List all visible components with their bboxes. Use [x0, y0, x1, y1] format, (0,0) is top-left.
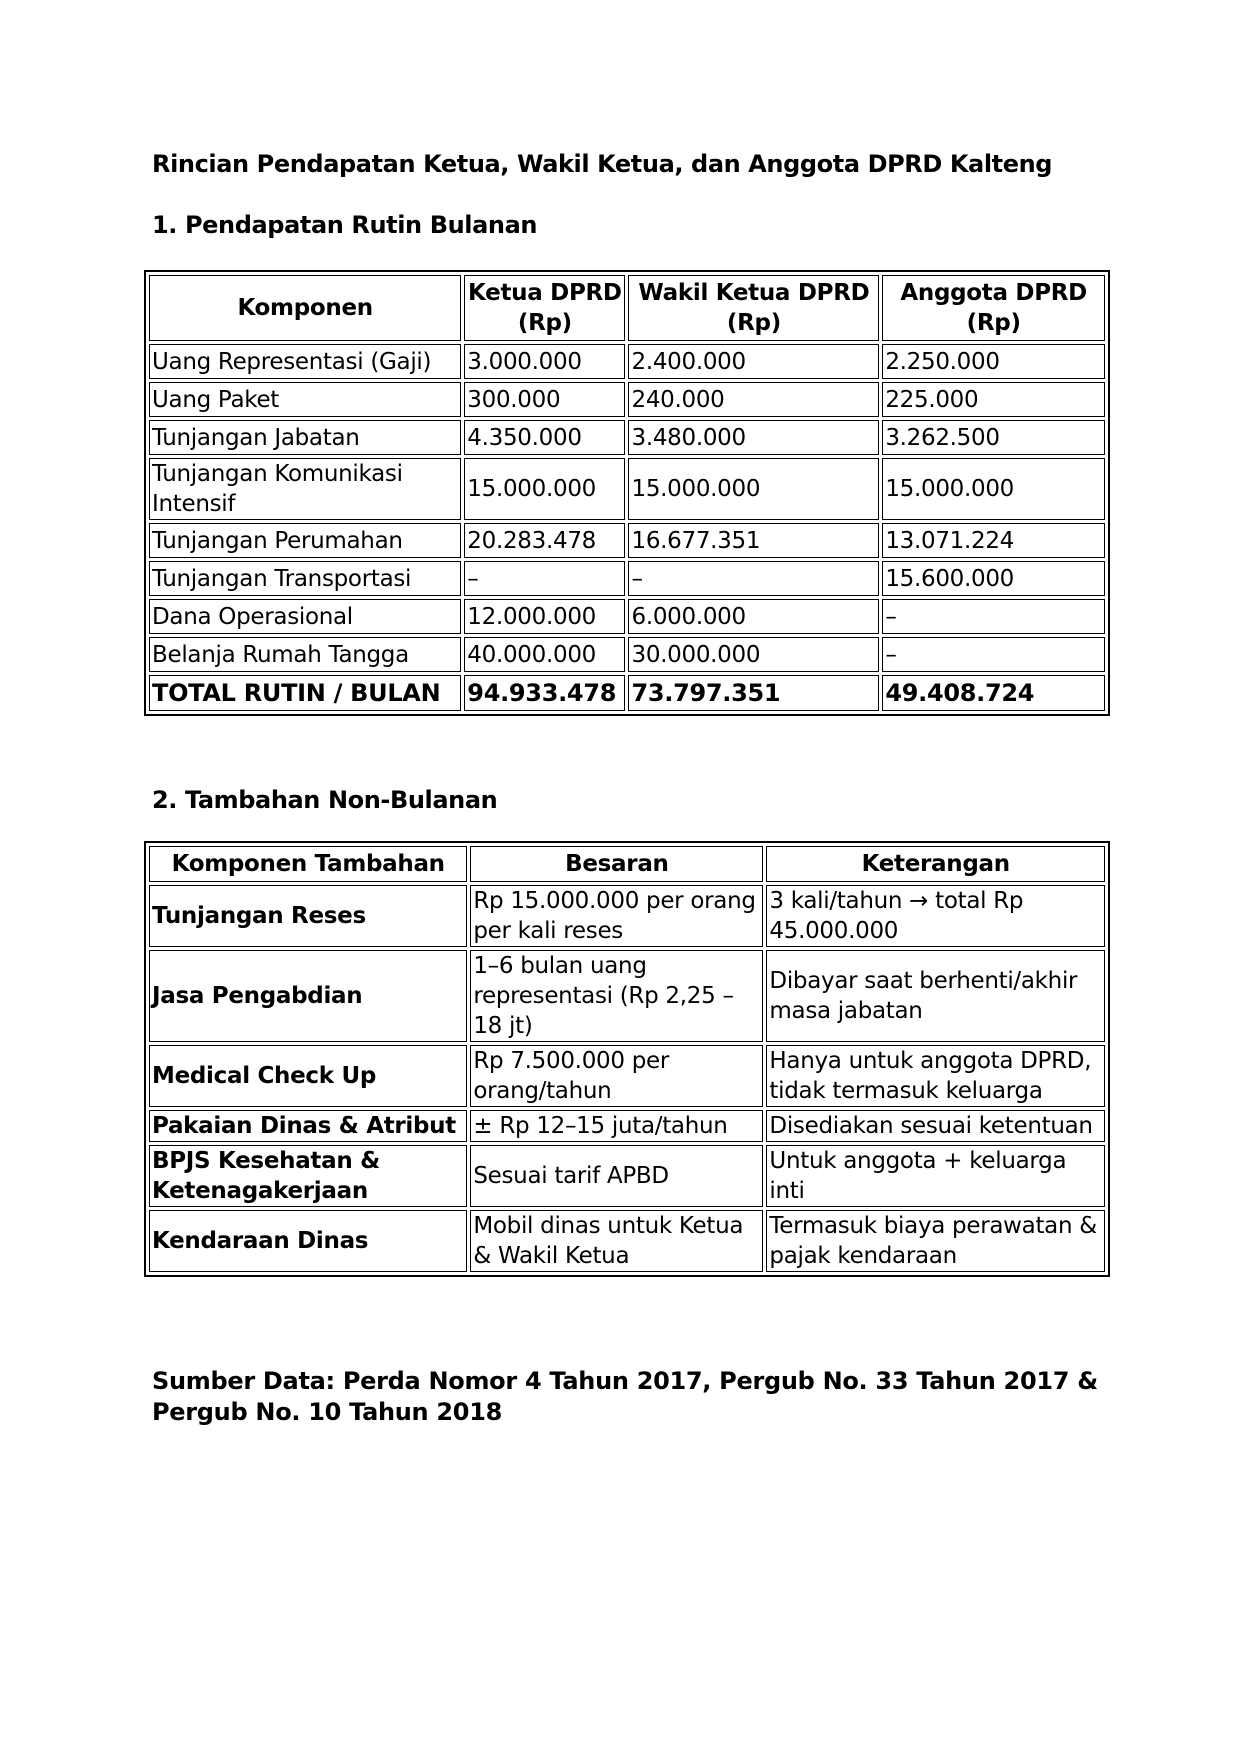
total-row [149, 675, 1105, 711]
column-header: Ketua DPRD (Rp) [464, 275, 625, 341]
table-cell: 2.250.000 [882, 344, 1105, 379]
table-cell: 3.480.000 [628, 420, 879, 455]
column-header: Keterangan [766, 846, 1105, 882]
table-cell: 15.000.000 [464, 458, 625, 520]
table-cell: 240.000 [628, 382, 879, 417]
table-cell: Tunjangan Komunikasi Intensif [149, 458, 461, 520]
section-heading-monthly: 1. Pendapatan Rutin Bulanan [152, 211, 538, 239]
table-cell: Tunjangan Jabatan [149, 420, 461, 455]
table-row [149, 885, 1105, 947]
table-cell: Jasa Pengabdian [149, 950, 467, 1042]
table-cell: Tunjangan Transportasi [149, 561, 461, 596]
total-label: TOTAL RUTIN / BULAN [149, 675, 461, 711]
table-header-row [149, 275, 1105, 341]
source-note: Sumber Data: Perda Nomor 4 Tahun 2017, Pergub No. 33 Tahun 2017 & Pergub No. 10 Tahun 2018 [152, 1367, 1098, 1426]
table-cell: Belanja Rumah Tangga [149, 637, 461, 672]
table-cell: 30.000.000 [628, 637, 879, 672]
table-row [149, 1045, 1105, 1107]
table-cell: ± Rp 12–15 juta/tahun [470, 1110, 763, 1142]
table-row [149, 458, 1105, 520]
column-header: Komponen Tambahan [149, 846, 467, 882]
table-row [149, 599, 1105, 634]
table-cell: – [882, 599, 1105, 634]
table-cell: Rp 7.500.000 per orang/tahun [470, 1045, 763, 1107]
table-row [149, 420, 1105, 455]
table-cell: Disediakan sesuai ketentuan [766, 1110, 1105, 1142]
table-cell: 40.000.000 [464, 637, 625, 672]
table-cell: Dana Operasional [149, 599, 461, 634]
table-cell: 2.400.000 [628, 344, 879, 379]
monthly-income-table [144, 270, 1110, 716]
table-header-row [149, 846, 1105, 882]
table-cell: Hanya untuk anggota DPRD, tidak termasuk keluarga [766, 1045, 1105, 1107]
total-value: 94.933.478 [464, 675, 625, 711]
column-header: Komponen [149, 275, 461, 341]
column-header: Besaran [470, 846, 763, 882]
total-value: 49.408.724 [882, 675, 1105, 711]
table-cell: 1–6 bulan uang representasi (Rp 2,25 – 18 jt) [470, 950, 763, 1042]
table-cell: – [882, 637, 1105, 672]
non-monthly-table [144, 841, 1110, 1277]
table-cell: Tunjangan Perumahan [149, 523, 461, 558]
table-row [149, 523, 1105, 558]
column-header: Anggota DPRD (Rp) [882, 275, 1105, 341]
table-row [149, 950, 1105, 1042]
table-cell: 13.071.224 [882, 523, 1105, 558]
table-cell: Dibayar saat berhenti/akhir masa jabatan [766, 950, 1105, 1042]
table-cell: 6.000.000 [628, 599, 879, 634]
table-row [149, 1110, 1105, 1142]
table-cell: Uang Paket [149, 382, 461, 417]
table-cell: Termasuk biaya perawatan & pajak kendaraan [766, 1210, 1105, 1272]
table-cell: 4.350.000 [464, 420, 625, 455]
table-row [149, 561, 1105, 596]
table-cell: BPJS Kesehatan & Ketenagakerjaan [149, 1145, 467, 1207]
section-heading-non-monthly: 2. Tambahan Non-Bulanan [152, 786, 498, 814]
table-row [149, 344, 1105, 379]
table-cell: Kendaraan Dinas [149, 1210, 467, 1272]
table-cell: 225.000 [882, 382, 1105, 417]
table-cell: Tunjangan Reses [149, 885, 467, 947]
table-cell: Medical Check Up [149, 1045, 467, 1107]
table-cell: Mobil dinas untuk Ketua & Wakil Ketua [470, 1210, 763, 1272]
table-cell: 20.283.478 [464, 523, 625, 558]
table-cell: Sesuai tarif APBD [470, 1145, 763, 1207]
table-cell: 15.000.000 [628, 458, 879, 520]
table-cell: 300.000 [464, 382, 625, 417]
table-cell: 15.600.000 [882, 561, 1105, 596]
table-row [149, 1210, 1105, 1272]
table-row [149, 637, 1105, 672]
table-cell: – [464, 561, 625, 596]
total-value: 73.797.351 [628, 675, 879, 711]
table-cell: 3.000.000 [464, 344, 625, 379]
table-cell: 3.262.500 [882, 420, 1105, 455]
table-cell: Untuk anggota + keluarga inti [766, 1145, 1105, 1207]
table-cell: Pakaian Dinas & Atribut [149, 1110, 467, 1142]
table-cell: 15.000.000 [882, 458, 1105, 520]
table-cell: 16.677.351 [628, 523, 879, 558]
column-header: Wakil Ketua DPRD (Rp) [628, 275, 879, 341]
table-cell: 12.000.000 [464, 599, 625, 634]
table-cell: Rp 15.000.000 per orang per kali reses [470, 885, 763, 947]
table-row [149, 382, 1105, 417]
table-row [149, 1145, 1105, 1207]
table-cell: – [628, 561, 879, 596]
table-cell: 3 kali/tahun → total Rp 45.000.000 [766, 885, 1105, 947]
document-title: Rincian Pendapatan Ketua, Wakil Ketua, dan Anggota DPRD Kalteng [152, 150, 1053, 178]
table-cell: Uang Representasi (Gaji) [149, 344, 461, 379]
